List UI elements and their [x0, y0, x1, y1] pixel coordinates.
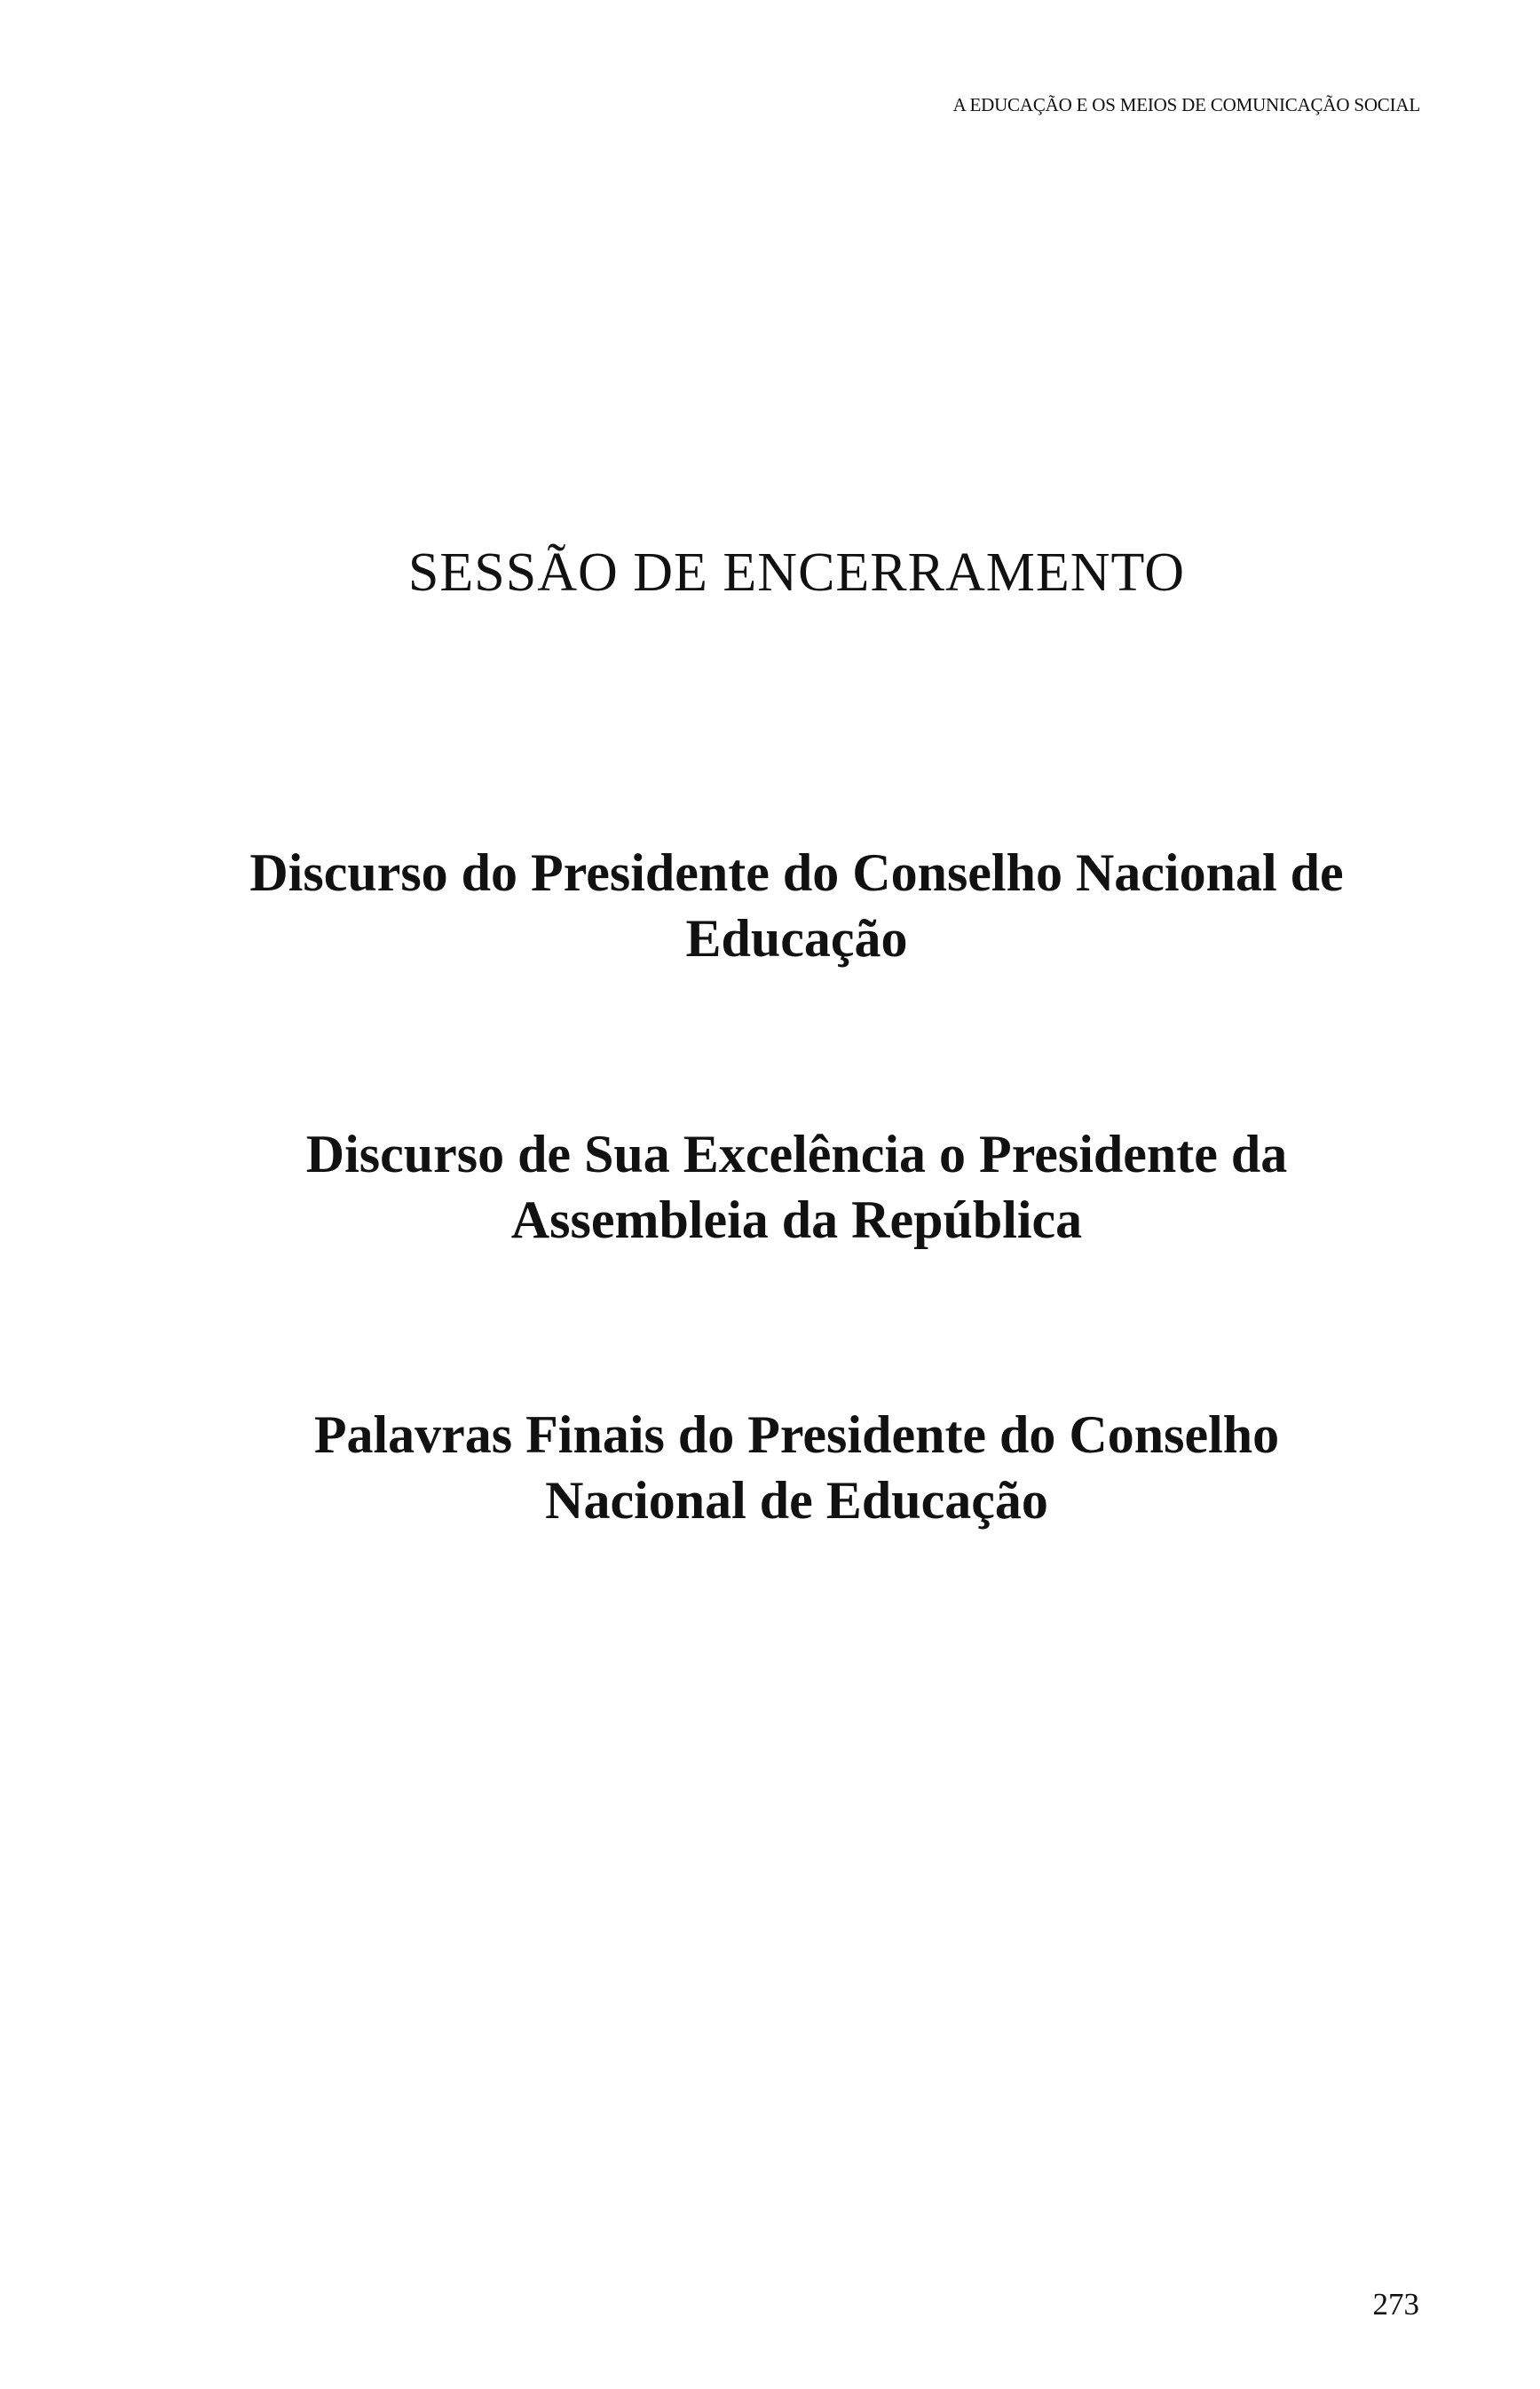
running-header: A EDUCAÇÃO E OS MEIOS DE COMUNICAÇÃO SOCIAL [952, 94, 1420, 115]
entry-line: Discurso de Sua Excelência o Presidente da [305, 1125, 1288, 1183]
entry-line: Nacional de Educação [545, 1471, 1048, 1530]
section-title: SESSÃO DE ENCERRAMENTO [407, 542, 1186, 603]
agenda-entry-assembly-speech [0, 1121, 1540, 1253]
agenda-entry-final-words [0, 1402, 1540, 1533]
entry-line: Assembleia da República [510, 1191, 1083, 1249]
page-number: 273 [1372, 2287, 1419, 2322]
entry-line: Palavras Finais do Presidente do Conselho [313, 1405, 1280, 1464]
entry-line: Educação [685, 909, 908, 968]
entry-line: Discurso do Presidente do Conselho Nacional de [249, 843, 1344, 902]
agenda-entry-president-speech [0, 840, 1540, 971]
